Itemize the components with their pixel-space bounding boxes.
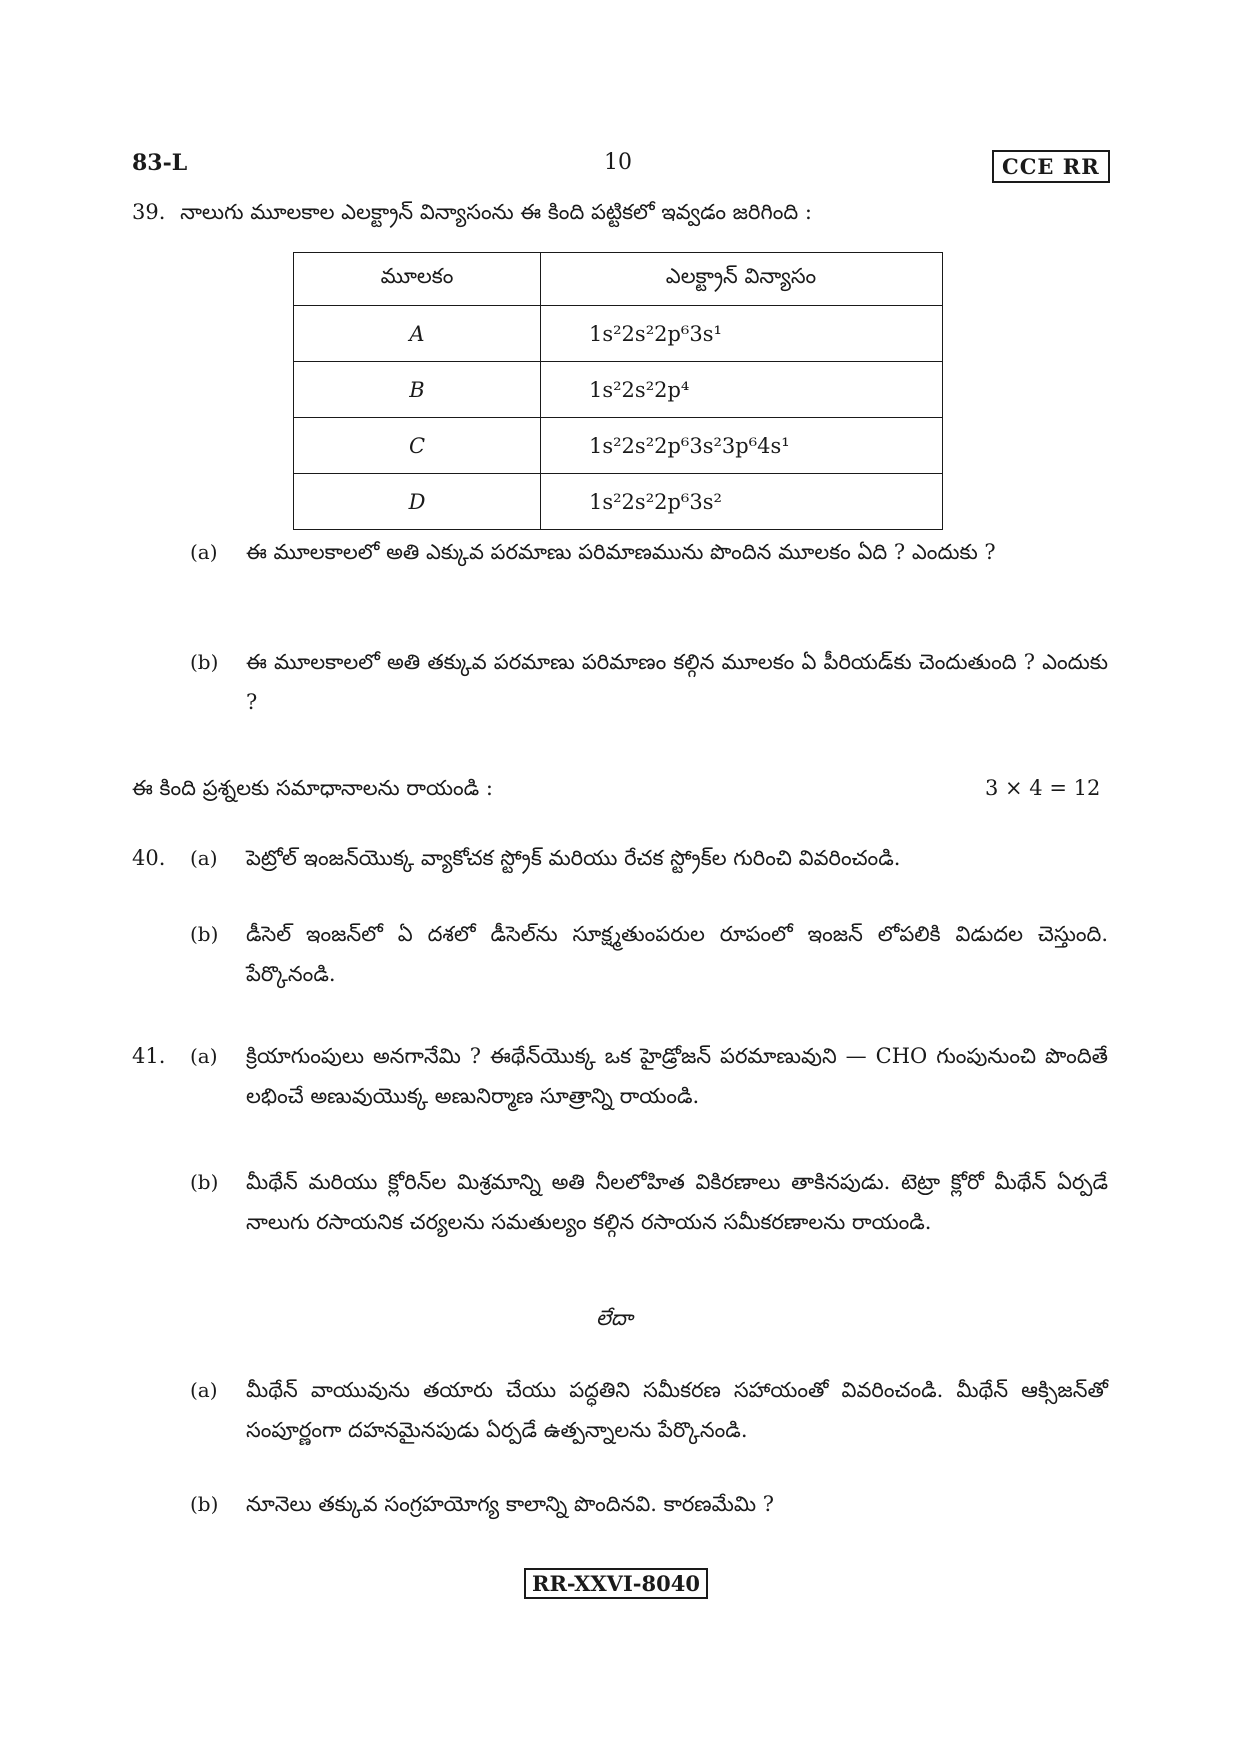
- q41-number: 41.: [132, 1044, 166, 1068]
- element-cell: C: [294, 418, 541, 474]
- q41a-text: క్రియాగుంపులు అనగానేమి ? ఈథేన్‌యొక్క ఒక హైడ్రోజన్ పరమాణువుని — CHO గుంపునుంచి పొందితే లభించే అణువుయొక్క అణునిర్మాణ సూత్రాన్ని రాయండి.: [246, 1044, 1108, 1108]
- q39-text: నాలుగు మూలకాల ఎలక్ట్రాన్ విన్యాసంను ఈ కింది పట్టికలో ఇవ్వడం జరిగింది :: [180, 200, 812, 224]
- or-separator: లేదా: [596, 1306, 633, 1330]
- q39b-text: ఈ మూలకాలలో అతి తక్కువ పరమాణు పరిమాణం కల్గిన మూలకం ఏ పీరియడ్‌కు చెందుతుంది ? ఎందుకు ?: [246, 650, 1108, 714]
- q41-alt-a-label: (a): [190, 1378, 218, 1402]
- config-cell: 1s²2s²2p⁶3s²: [541, 474, 943, 530]
- table-row: [294, 362, 943, 418]
- q39a-text: ఈ మూలకాలలో అతి ఎక్కువ పరమాణు పరిమాణమును పొందిన మూలకం ఏది ? ఎందుకు ?: [246, 540, 996, 564]
- page-number: 10: [604, 150, 632, 175]
- paper-code: 83-L: [132, 150, 188, 176]
- element-cell: D: [294, 474, 541, 530]
- q40a-label: (a): [190, 846, 218, 870]
- table-header-element: మూలకం: [294, 253, 541, 306]
- electron-config-table: [293, 252, 943, 530]
- q39-number: 39.: [132, 200, 166, 224]
- table-row: [294, 474, 943, 530]
- series-box: CCE RR: [992, 150, 1110, 183]
- table-row: [294, 418, 943, 474]
- q40-number: 40.: [132, 846, 166, 870]
- section-marks: 3 × 4 = 12: [985, 776, 1101, 800]
- element-cell: A: [294, 306, 541, 362]
- config-cell: 1s²2s²2p⁶3s²3p⁶4s¹: [541, 418, 943, 474]
- q41b-text: మీథేన్ మరియు క్లోరిన్‌ల మిశ్రమాన్ని అతి నీలలోహిత వికిరణాలు తాకినపుడు. టెట్రా క్లోరో మీథేన్ ఏర్పడే నాలుగు రసాయనిక చర్యలను సమతుల్యం కల్గిన రసాయన సమీకరణాలను రాయండి.: [246, 1170, 1108, 1234]
- q41-alt-b-label: (b): [190, 1492, 219, 1516]
- q39b-label: (b): [190, 650, 219, 674]
- footer-code: RR-XXVI-8040: [524, 1568, 708, 1599]
- config-cell: 1s²2s²2p⁴: [541, 362, 943, 418]
- q39-stem: [132, 200, 812, 230]
- q41-alt-a-text: మీథేన్ వాయువును తయారు చేయు పద్ధతిని సమీకరణ సహాయంతో వివరించండి. మీథేన్ ఆక్సిజన్‌తో సంపూర్ణంగా దహనమైనపుడు ఏర్పడే ఉత్పన్నాలను పేర్కొనండి.: [246, 1378, 1108, 1442]
- q41b-label: (b): [190, 1170, 219, 1194]
- table-row: [294, 306, 943, 362]
- table-header-config: ఎలక్ట్రాన్ విన్యాసం: [541, 253, 943, 306]
- q40b-text: డీసెల్ ఇంజన్‌లో ఏ దశలో డీసెల్‌ను సూక్ష్మతుంపరుల రూపంలో ఇంజన్ లోపలికి విడుదల చెస్తుంది. పేర్కొనండి.: [246, 922, 1108, 986]
- q41-alt-b-text: నూనెలు తక్కువ సంగ్రహయోగ్య కాలాన్ని పొందినవి. కారణమేమి ?: [246, 1492, 774, 1516]
- q40a-text: పెట్రోల్ ఇంజన్‌యొక్క వ్యాకోచక స్ట్రోక్ మరియు రేచక స్ట్రోక్‌ల గురించి వివరించండి.: [246, 846, 901, 870]
- q39a-label: (a): [190, 540, 218, 564]
- section-instruction: ఈ కింది ప్రశ్నలకు సమాధానాలను రాయండి :: [132, 776, 493, 800]
- q40b-label: (b): [190, 922, 219, 946]
- config-cell: 1s²2s²2p⁶3s¹: [541, 306, 943, 362]
- q41a-label: (a): [190, 1044, 218, 1068]
- element-cell: B: [294, 362, 541, 418]
